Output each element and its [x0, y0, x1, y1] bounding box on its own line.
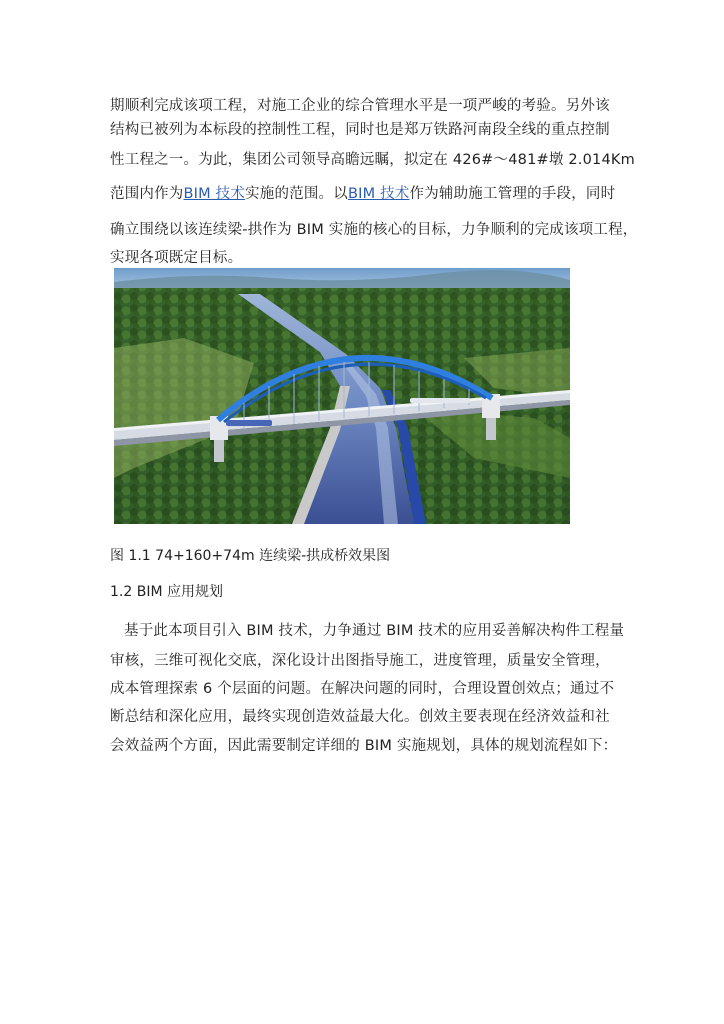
paragraph-line: 实现各项既定目标。 — [110, 250, 243, 266]
text-span: 范围内作为 — [110, 186, 184, 202]
text-span: 实施的范围。以 — [245, 186, 348, 202]
paragraph-line: 确立围绕以该连续梁-拱作为 BIM 实施的核心的目标，力争顺利的完成该项工程， — [110, 222, 638, 238]
paragraph-line: 成本管理探索 6 个层面的问题。在解决问题的同时，合理设置创效点；通过不 — [110, 681, 615, 697]
text-span: 作为辅助施工管理的手段，同时 — [409, 186, 616, 202]
paragraph-line: 期顺利完成该项工程，对施工企业的综合管理水平是一项严峻的考验。另外该 — [110, 98, 610, 114]
paragraph-line: 性工程之一。为此，集团公司领导高瞻远瞩，拟定在 426#～481#墩 2.014Km — [110, 152, 635, 168]
section-heading: 1.2 BIM 应用规划 — [110, 584, 223, 600]
paragraph-line-with-links — [110, 185, 615, 203]
paragraph-line: 审核，三维可视化交底，深化设计出图指导施工，进度管理，质量安全管理， — [110, 653, 610, 669]
bridge-rendering-image — [114, 268, 570, 524]
paragraph-line: 基于此本项目引入 BIM 技术，力争通过 BIM 技术的应用妥善解决构件工程量 — [124, 623, 625, 639]
paragraph-line: 断总结和深化应用，最终实现创造效益最大化。创效主要表现在经济效益和社 — [110, 709, 610, 725]
bim-link-1[interactable]: BIM 技术 — [183, 186, 246, 202]
paragraph-line: 会效益两个方面，因此需要制定详细的 BIM 实施规划，具体的规划流程如下： — [110, 738, 618, 754]
figure-caption: 图 1.1 74+160+74m 连续梁-拱成桥效果图 — [110, 548, 391, 564]
bridge-rendering-svg — [114, 268, 570, 524]
bim-link-2[interactable]: BIM 技术 — [347, 186, 410, 202]
paragraph-line: 结构已被列为本标段的控制性工程，同时也是郑万铁路河南段全线的重点控制 — [110, 122, 610, 138]
